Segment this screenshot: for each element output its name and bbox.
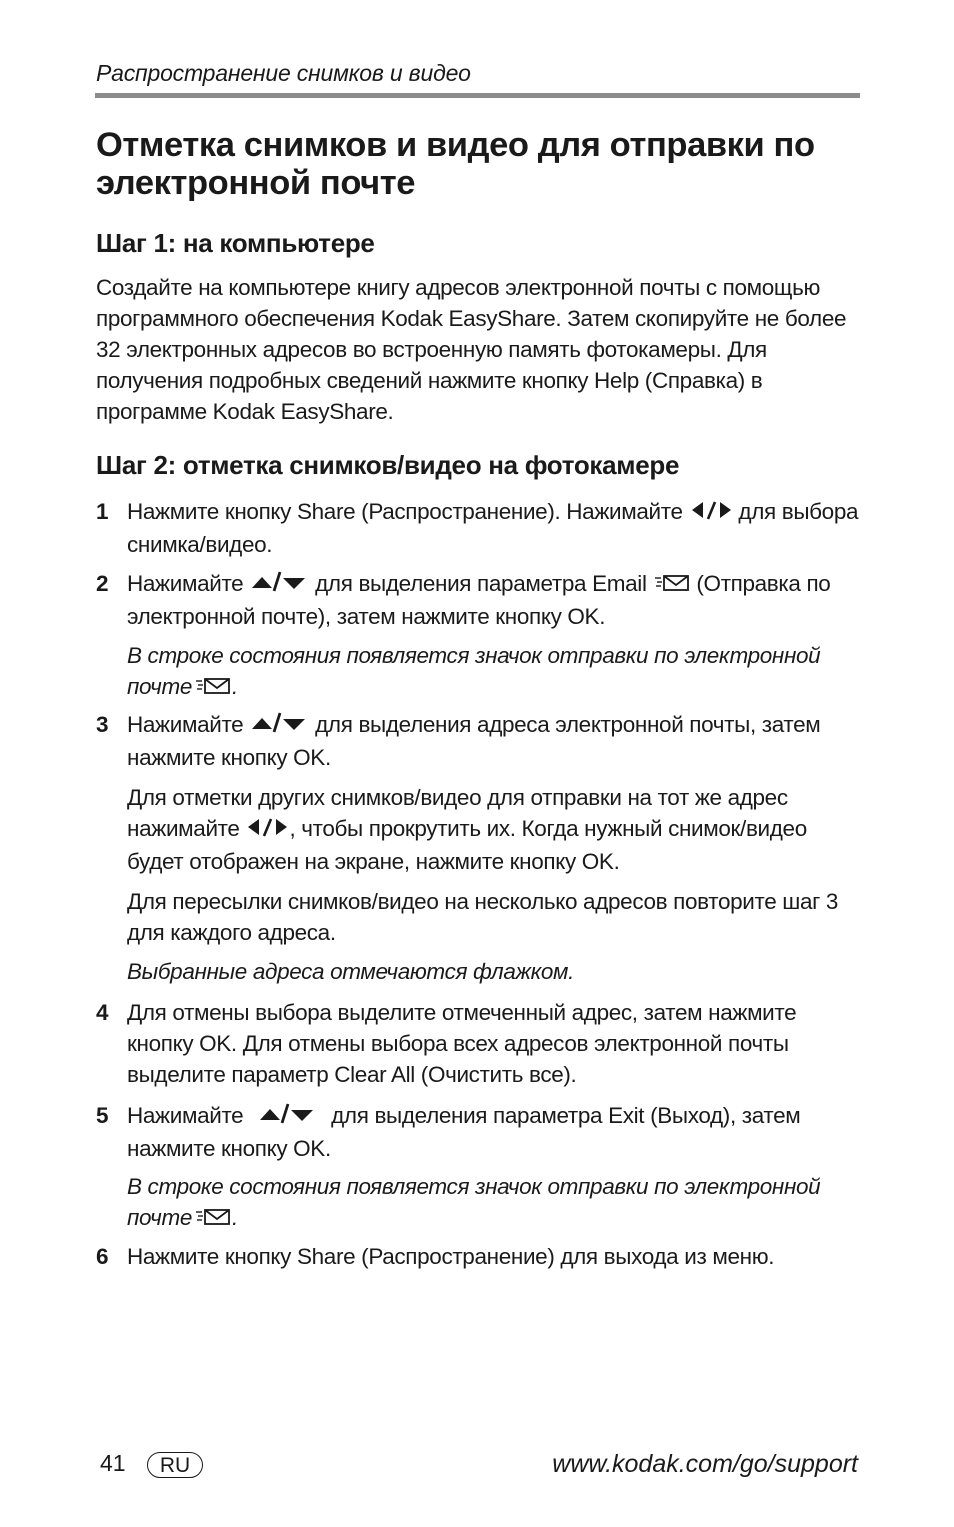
- running-header: Распространение снимков и видео: [96, 60, 471, 86]
- email-icon: [192, 1204, 232, 1235]
- left-right-arrow-icon: [689, 498, 733, 529]
- step1-heading: Шаг 1: на компьютере: [96, 228, 375, 258]
- step-text: для выделения адреса электронной почты, затем нажмите кнопку OK.: [127, 712, 821, 771]
- list-item-4: [96, 997, 866, 1090]
- note-text: В строке состояния появляется значок отправки по электронной почте: [127, 1174, 821, 1230]
- support-url: www.kodak.com/go/support: [552, 1450, 858, 1478]
- step1-text: Создайте на компьютере книгу адресов электронной почты с помощью программного обеспечения Kodak EasyShare. Затем скопируйте не более 32 электронных адресов во встроенную память фотокамеры. Для получения подробных сведений нажмите кнопку Help (Справка) в программе Kodak EasyShare.: [96, 275, 847, 424]
- up-down-arrow-icon: [249, 710, 309, 742]
- step-number: 1: [96, 499, 109, 524]
- up-down-arrow-icon: [249, 569, 309, 601]
- step-number: 2: [96, 571, 109, 596]
- step-text: Для отмены выбора выделите отмеченный адрес, затем нажмите кнопку OK. Для отмены выбора всех адресов электронной почты выделите параметр Clear All (Очистить все).: [127, 1000, 797, 1087]
- note-text: В строке состояния появляется значок отправки по электронной почте: [127, 643, 821, 699]
- list-item-2: [96, 568, 866, 632]
- note-step3-multiple: Для пересылки снимков/видео на несколько адресов повторите шаг 3 для каждого адреса.: [127, 889, 839, 945]
- step-number: 4: [96, 1000, 109, 1025]
- step-text: для выделения параметра Email: [309, 571, 653, 596]
- step-text: Нажмите кнопку Share (Распространение) для выхода из меню.: [127, 1244, 775, 1269]
- note-text: .: [232, 674, 238, 699]
- note-step2: [127, 640, 867, 704]
- step-text: (Отправка по электронной почте), затем нажмите кнопку OK.: [127, 571, 831, 630]
- left-right-arrow-icon: [245, 815, 289, 846]
- page-number: 41: [100, 1450, 126, 1476]
- step-number: 3: [96, 712, 109, 737]
- step-text: для выделения параметра Exit (Выход), затем нажмите кнопку OK.: [127, 1103, 801, 1162]
- step-text: Нажимайте: [127, 1103, 250, 1128]
- note-step3-scroll: [127, 782, 867, 877]
- list-item-6: [96, 1241, 866, 1272]
- step-text: Нажмите кнопку Share (Распространение). Нажимайте: [127, 499, 689, 524]
- list-item-1: [96, 496, 866, 560]
- step-text: Нажимайте: [127, 571, 250, 596]
- list-item-5: [96, 1100, 866, 1164]
- email-icon: [192, 673, 232, 704]
- step-text: Нажимайте: [127, 712, 250, 737]
- note-step5: [127, 1171, 867, 1235]
- header-rule: [95, 93, 860, 98]
- up-down-arrow-icon: [249, 1101, 325, 1133]
- note-text: .: [232, 1205, 238, 1230]
- note-text: Для отметки других снимков/видео для отправки на тот же адрес нажимайте: [127, 785, 788, 841]
- step-text: для выбора снимка/видео.: [127, 499, 859, 557]
- note-step3-checkmark: Выбранные адреса отмечаются флажком.: [127, 959, 575, 984]
- step-number: 5: [96, 1103, 109, 1128]
- email-icon: [653, 570, 691, 601]
- list-item-3: [96, 709, 866, 773]
- language-badge: RU: [147, 1452, 203, 1478]
- note-text: , чтобы прокрутить их. Когда нужный снимок/видео будет отображен на экране, нажмите кнопку OK.: [127, 816, 807, 874]
- page-title: Отметка снимков и видео для отправки по электронной почте: [96, 126, 815, 202]
- step2-heading: Шаг 2: отметка снимков/видео на фотокамере: [96, 450, 680, 480]
- step-number: 6: [96, 1244, 109, 1269]
